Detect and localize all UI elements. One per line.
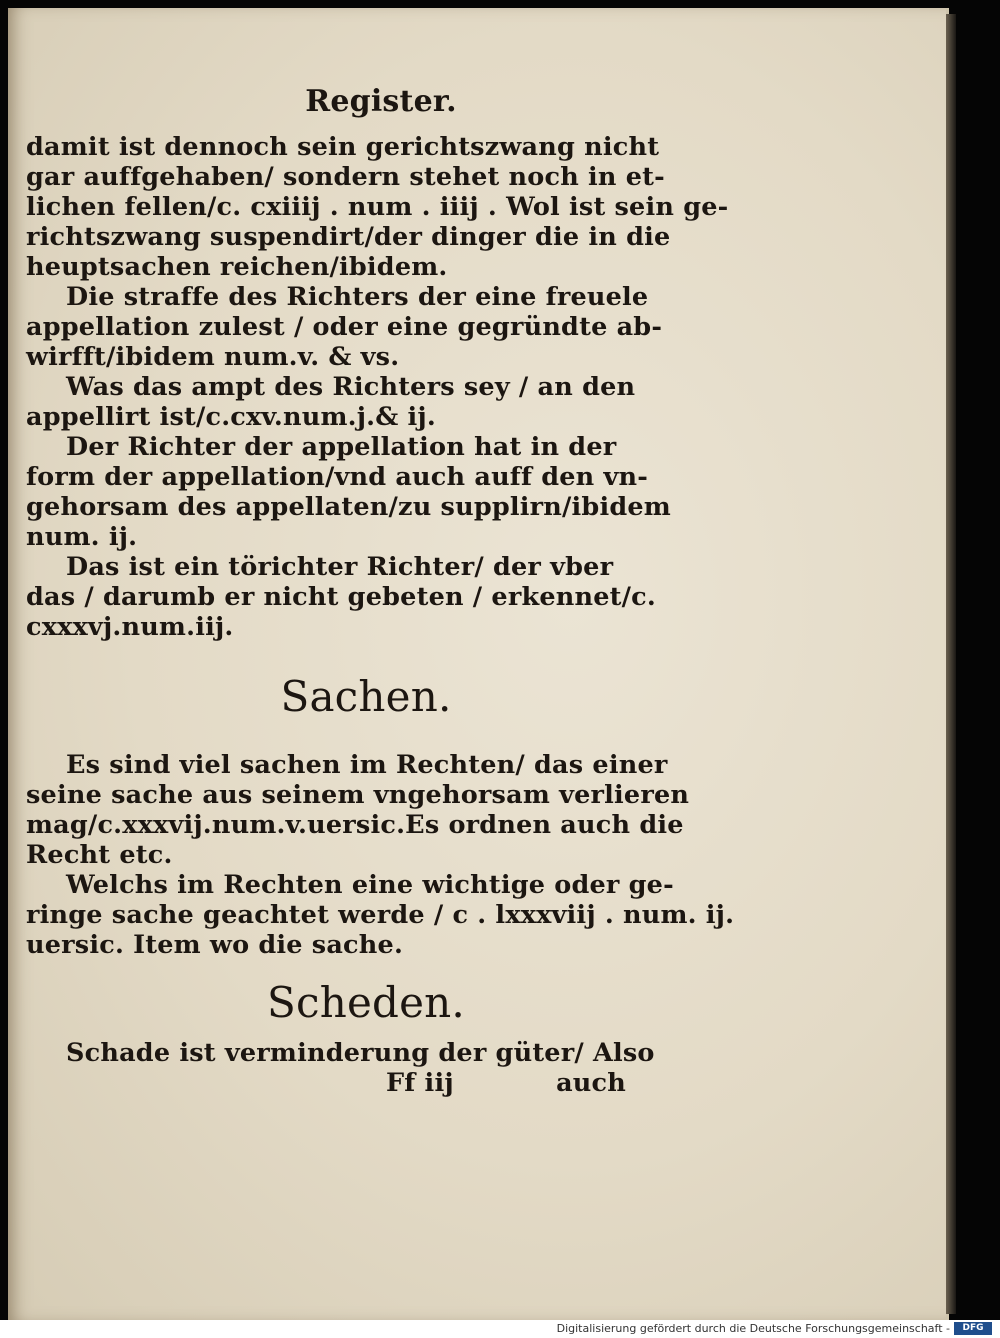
page-edge-shadow: [946, 14, 956, 1314]
text-line: wirfft/ibidem num.v. & vs.: [26, 342, 400, 372]
catchword: auch: [556, 1068, 626, 1098]
text-line: form der appellation/vnd auch auff den vn-: [26, 462, 649, 492]
register-entry: [26, 750, 690, 870]
text-line: lichen fellen/c. cxiiij . num . iiij . Wol ist sein ge-: [26, 192, 729, 222]
text-line: Die straffe des Richters der eine freuele: [66, 282, 649, 312]
catchline: [26, 1068, 646, 1098]
register-entry: [26, 552, 656, 642]
text-line: Was das ampt des Richters sey / an den: [66, 372, 636, 402]
register-entry: [26, 132, 729, 282]
register-entry: [26, 432, 671, 552]
text-line: Das ist ein törichter Richter/ der vber: [66, 552, 614, 582]
text-line: num. ij.: [26, 522, 138, 552]
running-head: Register.: [305, 84, 457, 119]
funding-notice: Digitalisierung gefördert durch die Deutsche Forschungsgemeinschaft -: [556, 1322, 950, 1335]
register-entries-scheden: [26, 1038, 655, 1068]
dfg-logo: DFG: [954, 1322, 992, 1335]
text-line: das / darumb er nicht gebeten / erkennet/c.: [26, 582, 656, 612]
register-entries-richter: [26, 132, 729, 642]
text-line: Es sind viel sachen im Rechten/ das einer: [66, 750, 668, 780]
register-entry: [26, 282, 663, 372]
text-line: richtszwang suspendirt/der dinger die in die: [26, 222, 671, 252]
text-line: ringe sache geachtet werde / c . lxxxviij . num. ij.: [26, 900, 735, 930]
text-line: seine sache aus seinem vngehorsam verlieren: [26, 780, 690, 810]
text-line: Der Richter der appellation hat in der: [66, 432, 617, 462]
section-heading-scheden: Scheden.: [267, 978, 465, 1027]
text-line: gehorsam des appellaten/zu supplirn/ibidem: [26, 492, 671, 522]
register-entries-sachen: [26, 750, 735, 960]
text-line: Recht etc.: [26, 840, 173, 870]
text-line: appellirt ist/c.cxv.num.j.& ij.: [26, 402, 436, 432]
text-line: Welchs im Rechten eine wichtige oder ge-: [66, 870, 674, 900]
text-line: appellation zulest / oder eine gegründte ab-: [26, 312, 663, 342]
text-line: damit ist dennoch sein gerichtszwang nicht: [26, 132, 660, 162]
register-entry: [26, 1038, 655, 1068]
text-line: cxxxvj.num.iij.: [26, 612, 234, 642]
register-entry: [26, 870, 735, 960]
text-line: gar auffgehaben/ sondern stehet noch in et-: [26, 162, 665, 192]
section-heading-sachen: Sachen.: [280, 672, 452, 721]
text-line: Schade ist verminderung der güter/ Also: [66, 1038, 655, 1068]
signature-mark: Ff iij: [386, 1068, 454, 1098]
page-text: [26, 80, 735, 1098]
text-line: mag/c.xxxvij.num.v.uersic.Es ordnen auch die: [26, 810, 684, 840]
text-line: uersic. Item wo die sache.: [26, 930, 404, 960]
register-entry: [26, 372, 646, 432]
text-line: heuptsachen reichen/ibidem.: [26, 252, 448, 282]
